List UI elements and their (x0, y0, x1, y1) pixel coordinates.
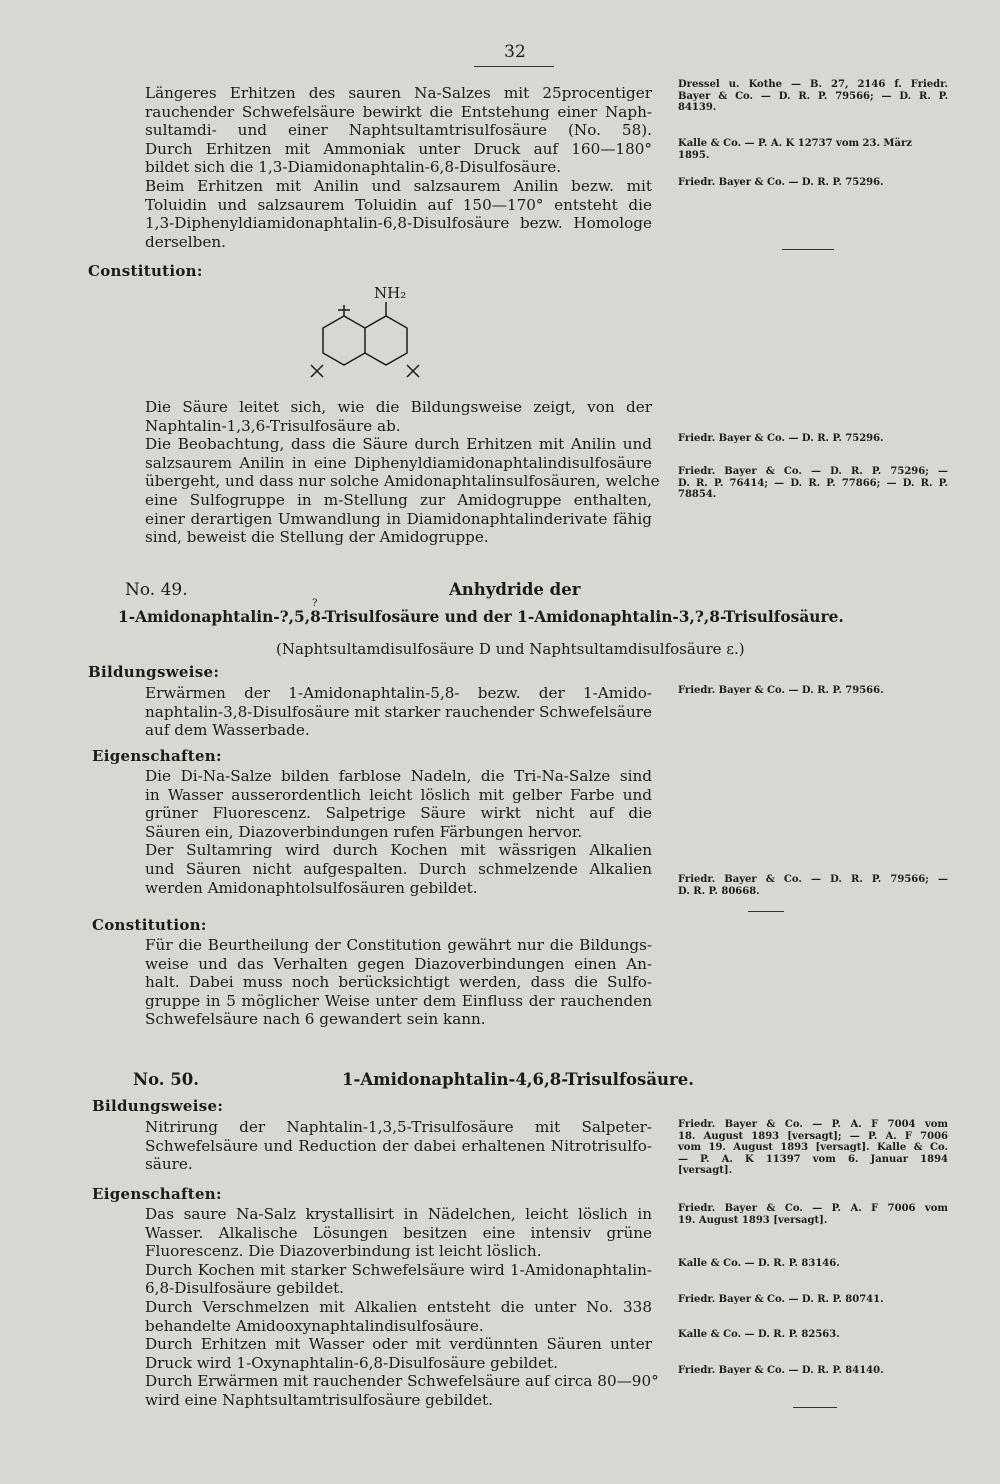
text-line: sind, beweist die Stellung der Amidogruppe. (145, 528, 489, 547)
side-note (678, 466, 948, 501)
side-note (678, 1119, 948, 1177)
side-note-line: Friedr. Bayer & Co. — D. R. P. 75296; — (678, 466, 948, 477)
side-note-line: Friedr. Bayer & Co. — D. R. P. 80741. (678, 1294, 884, 1305)
no50-bildungsweise-text (145, 1118, 652, 1174)
plus-substituent (338, 305, 350, 316)
constitution-label: Constitution: (92, 916, 207, 934)
ring-left (323, 316, 365, 365)
text-line: Nitrirung der Naphtalin-1,3,5-Trisulfosäure mit Salpeter- (145, 1118, 652, 1136)
side-note-line: Kalle & Co. — P. A. K 12737 vom 23. März (678, 138, 912, 149)
side-note-line: Friedr. Bayer & Co. — D. R. P. 75296. (678, 177, 884, 188)
title-mark: ? (312, 598, 318, 609)
text-line: halt. Dabei muss noch berücksichtigt werden, dass die Sulfo- (145, 973, 652, 992)
text-line: rauchender Schwefelsäure bewirkt die Entstehung einer Naph- (145, 102, 652, 121)
text-line: derselben. (145, 232, 226, 251)
side-note (678, 433, 948, 445)
constitution-label: Constitution: (88, 262, 203, 280)
text-line: Durch Erhitzen mit Wasser oder mit verdünnten Säuren unter (145, 1335, 652, 1354)
side-note-line: Friedr. Bayer & Co. — D. R. P. 79566. (678, 685, 884, 696)
constitution1-text (145, 398, 660, 547)
text-line: Beim Erhitzen mit Anilin und salzsaurem Anilin bezw. mit (145, 176, 652, 195)
side-note (678, 79, 948, 114)
side-note-line: Kalle & Co. — D. R. P. 82563. (678, 1329, 840, 1340)
side-note (678, 1365, 948, 1377)
entry-number: No. 50. (133, 1070, 199, 1089)
nh2-label: NH₂ (374, 284, 407, 302)
side-note-line: 18. August 1893 [versagt]; — P. A. F 7006 (678, 1130, 948, 1142)
text-line: Erwärmen der 1-Amidonaphtalin-5,8- bezw. der 1-Amido- (145, 684, 652, 702)
text-line: Wasser. Alkalische Lösungen besitzen eine intensiv grüne (145, 1223, 652, 1242)
no49-eigenschaften-text (145, 767, 652, 897)
text-line: eine Sulfogruppe in m-Stellung zur Amidogruppe enthalten, (145, 490, 652, 509)
side-note (678, 177, 948, 189)
cross-substituent-right (407, 365, 419, 377)
text-line: Druck wird 1-Oxynaphtalin-6,8-Disulfosäure gebildet. (145, 1353, 558, 1372)
side-note-line: 84139. (678, 102, 717, 114)
text-line: Schwefelsäure und Reduction der dabei erhaltenen Nitrotrisulfo- (145, 1136, 652, 1155)
text-line: naphtalin-3,8-Disulfosäure mit starker rauchender Schwefelsäure (145, 702, 653, 721)
side-rule (782, 249, 834, 250)
bildungsweise-label: Bildungsweise: (92, 1097, 224, 1115)
text-line: sultamdi- und einer Naphtsultamtrisulfosäure (No. 58). (145, 121, 652, 140)
text-line: Für die Beurtheilung der Constitution gewährt nur die Bildungs- (145, 936, 652, 954)
text-line: bildet sich die 1,3-Diamidonaphtalin-6,8-Disulfosäure. (145, 158, 562, 177)
text-line: behandelte Amidooxynaphtalindisulfosäure. (145, 1316, 484, 1335)
entry-title: Anhydride der (449, 580, 581, 599)
text-line: salzsaurem Anilin in eine Diphenyldiamidonaphtalindisulfosäure (145, 453, 652, 472)
side-note-line: D. R. P. 80668. (678, 885, 760, 897)
side-note-line: 78854. (678, 489, 717, 501)
side-note-line: Friedr. Bayer & Co. — P. A. F 7006 vom (678, 1203, 948, 1214)
text-line: Die Di-Na-Salze bilden farblose Nadeln, die Tri-Na-Salze sind (145, 767, 652, 785)
side-note-line: Friedr. Bayer & Co. — D. R. P. 84140. (678, 1365, 884, 1376)
side-note (678, 1329, 948, 1341)
text-line: Durch Erwärmen mit rauchender Schwefelsäure auf circa 80—90° (145, 1372, 659, 1391)
text-line: werden Amidonaphtolsulfosäuren gebildet. (145, 878, 478, 897)
text-line: Durch Verschmelzen mit Alkalien entsteht die unter No. 338 (145, 1297, 652, 1316)
entry-title: 1-Amidonaphtalin-4,6,8-Trisulfosäure. (342, 1070, 694, 1089)
side-note (678, 1203, 948, 1226)
text-line: Durch Kochen mit starker Schwefelsäure wird 1-Amidonaphtalin- (145, 1260, 652, 1279)
text-line: und Säuren nicht aufgespalten. Durch schmelzende Alkalien (145, 859, 652, 878)
text-line: gruppe in 5 möglicher Weise unter dem Einfluss der rauchenden (145, 991, 652, 1010)
naphthalene-structure (300, 280, 440, 390)
page-number: 32 (504, 42, 526, 62)
text-line: Durch Erhitzen mit Ammoniak unter Druck auf 160—180° (145, 139, 652, 158)
side-note-line: Bayer & Co. — D. R. P. 79566; — D. R. P. (678, 90, 948, 102)
cross-substituent-left (311, 365, 323, 377)
eigenschaften-label: Eigenschaften: (92, 1185, 222, 1203)
side-note (678, 685, 948, 697)
side-note-line: — P. A. K 11397 vom 6. Januar 1894 (678, 1153, 948, 1165)
page-number-rule (474, 66, 554, 67)
ring-right (365, 316, 407, 365)
entry-title: 1-Amidonaphtalin-?,5,8-Trisulfosäure und der 1-Amidonaphtalin-3,?,8-Trisulfosäure. (118, 608, 844, 626)
side-note-line: 1895. (678, 149, 710, 161)
text-line: säure. (145, 1155, 193, 1174)
text-line: Die Säure leitet sich, wie die Bildungsweise zeigt, von der (145, 398, 652, 416)
text-line: Naphtalin-1,3,6-Trisulfosäure ab. (145, 416, 401, 435)
text-line: Schwefelsäure nach 6 gewandert sein kann. (145, 1010, 486, 1029)
eigenschaften-label: Eigenschaften: (92, 747, 222, 765)
text-line: Das saure Na-Salz krystallisirt in Nädelchen, leicht löslich in (145, 1205, 652, 1223)
entry-subtitle: (Naphtsultamdisulfosäure D und Naphtsultamdisulfosäure ε.) (276, 640, 745, 658)
side-note-line: Kalle & Co. — D. R. P. 83146. (678, 1258, 840, 1269)
text-line: weise und das Verhalten gegen Diazoverbindungen einen An- (145, 954, 652, 973)
text-line: grüner Fluorescenz. Salpetrige Säure wirkt nicht auf die (145, 804, 652, 823)
side-note-line: 19. August 1893 [versagt]. (678, 1214, 828, 1226)
text-line: einer derartigen Umwandlung in Diamidonaphtalinderivate fähig (145, 509, 652, 528)
bildungsweise-label: Bildungsweise: (88, 663, 220, 681)
side-note-line: Friedr. Bayer & Co. — P. A. F 7004 vom (678, 1119, 948, 1130)
side-note-line: D. R. P. 76414; — D. R. P. 77866; — D. R. P. (678, 477, 948, 489)
text-line: Die Beobachtung, dass die Säure durch Erhitzen mit Anilin und (145, 435, 652, 454)
entry-number: No. 49. (125, 580, 188, 600)
side-note (678, 874, 948, 897)
text-line: Säuren ein, Diazoverbindungen rufen Färbungen hervor. (145, 822, 583, 841)
side-note-line: Dressel u. Kothe — B. 27, 2146 f. Friedr. (678, 79, 948, 90)
text-line: Fluorescenz. Die Diazoverbindung ist leicht löslich. (145, 1242, 542, 1261)
text-line: wird eine Naphtsultamtrisulfosäure gebildet. (145, 1390, 493, 1409)
text-line: übergeht, und dass nur solche Amidonaphtalinsulfosäuren, welche (145, 472, 660, 491)
text-line: Längeres Erhitzen des sauren Na-Salzes mit 25procentiger (145, 84, 652, 102)
text-line: Toluidin und salzsaurem Toluidin auf 150—170° entsteht die (145, 195, 652, 214)
side-rule (793, 1407, 837, 1408)
side-rule (748, 911, 784, 912)
side-note-line: vom 19. August 1893 [versagt]. Kalle & Co. (678, 1142, 948, 1154)
text-line: 1,3-Diphenyldiamidonaphtalin-6,8-Disulfosäure bezw. Homologe (145, 214, 652, 233)
side-note (678, 1258, 948, 1270)
text-line: Der Sultamring wird durch Kochen mit wässrigen Alkalien (145, 841, 652, 860)
text-line: 6,8-Disulfosäure gebildet. (145, 1279, 345, 1298)
no49-constitution-text (145, 936, 652, 1029)
side-note-line: Friedr. Bayer & Co. — D. R. P. 79566; — (678, 874, 948, 885)
side-note (678, 1294, 948, 1306)
text-line: in Wasser ausserordentlich leicht löslich mit gelber Farbe und (145, 785, 652, 804)
side-note-line: [versagt]. (678, 1165, 733, 1177)
no49-bildungsweise-text (145, 684, 652, 740)
block1-text (145, 84, 652, 251)
no50-eigenschaften-text (145, 1205, 659, 1410)
side-note (678, 138, 948, 161)
side-note-line: Friedr. Bayer & Co. — D. R. P. 75296. (678, 433, 884, 444)
text-line: auf dem Wasserbade. (145, 721, 310, 740)
